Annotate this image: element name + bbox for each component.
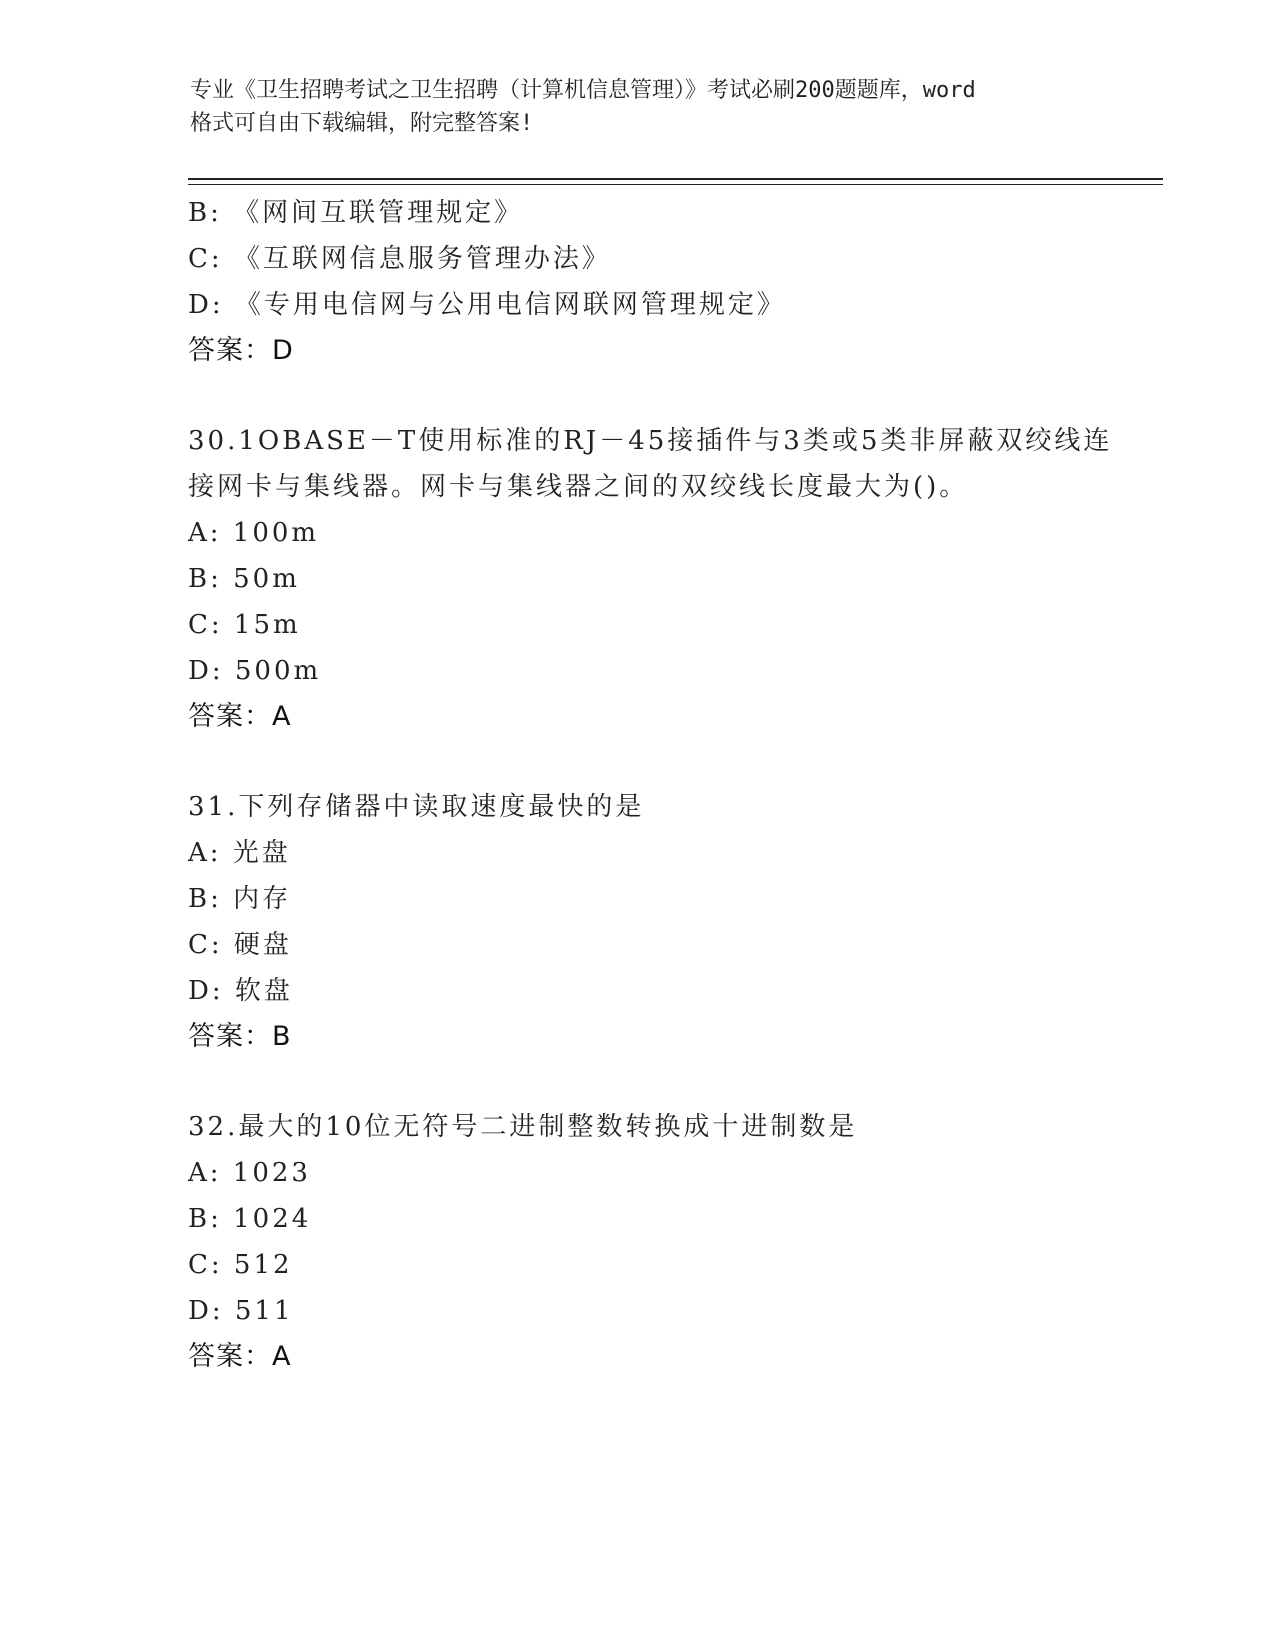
question-stem-line-2: 接网卡与集线器。网卡与集线器之间的双绞线长度最大为()。 bbox=[188, 472, 969, 502]
answer-line: 答案：D bbox=[188, 335, 294, 366]
answer-line: 答案：A bbox=[188, 1341, 292, 1372]
option-a: A: 1023 bbox=[188, 1158, 311, 1188]
option-d: D: 500m bbox=[188, 656, 322, 686]
option-d: D: 软盘 bbox=[188, 976, 293, 1006]
question-list bbox=[188, 190, 1158, 1380]
header-rule-thick bbox=[188, 178, 1163, 180]
header-rule-thin bbox=[188, 184, 1163, 185]
document-header bbox=[190, 74, 1110, 140]
option-d: D: 《专用电信网与公用电信网联网管理规定》 bbox=[188, 290, 786, 320]
partial-question bbox=[188, 190, 1158, 374]
question-32 bbox=[188, 1104, 1158, 1380]
question-30 bbox=[188, 418, 1158, 740]
option-b: B: 《网间互联管理规定》 bbox=[188, 198, 524, 228]
question-stem-line-1: 30.1OBASE－T使用标准的RJ－45接插件与3类或5类非屏蔽双绞线连 bbox=[188, 426, 1113, 456]
option-b: B: 内存 bbox=[188, 884, 292, 914]
question-stem-line-1: 31.下列存储器中读取速度最快的是 bbox=[188, 792, 645, 822]
option-a: A: 光盘 bbox=[188, 838, 291, 868]
option-c: C: 硬盘 bbox=[188, 930, 292, 960]
header-title-line-2: 格式可自由下载编辑，附完整答案! bbox=[190, 111, 534, 136]
option-d: D: 511 bbox=[188, 1296, 294, 1326]
header-title-line-1: 专业《卫生招聘考试之卫生招聘（计算机信息管理）》考试必刷200题题库，word bbox=[190, 78, 976, 103]
option-c: C: 512 bbox=[188, 1250, 293, 1280]
question-31 bbox=[188, 784, 1158, 1060]
option-a: A: 100m bbox=[188, 518, 320, 548]
option-c: C: 《互联网信息服务管理办法》 bbox=[188, 244, 611, 274]
question-stem-line-1: 32.最大的10位无符号二进制整数转换成十进制数是 bbox=[188, 1112, 858, 1142]
option-b: B: 1024 bbox=[188, 1204, 312, 1234]
answer-line: 答案：A bbox=[188, 701, 292, 732]
answer-line: 答案：B bbox=[188, 1021, 292, 1052]
option-b: B: 50m bbox=[188, 564, 300, 594]
option-c: C: 15m bbox=[188, 610, 301, 640]
